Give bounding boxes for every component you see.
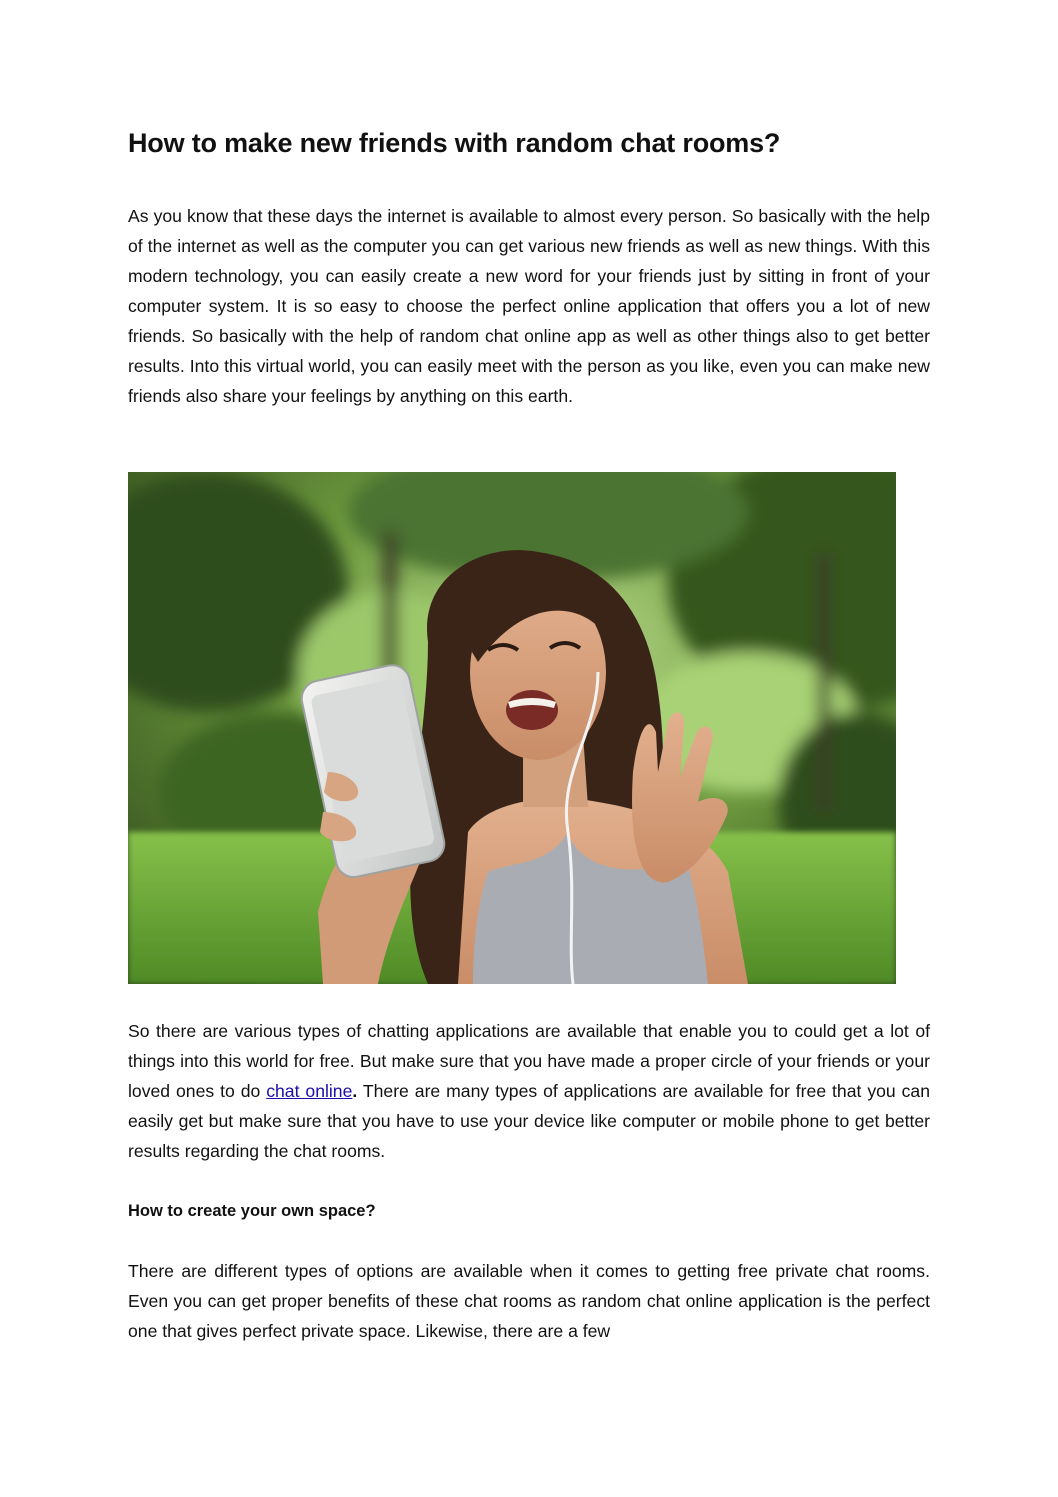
photo-woman-video-chat [128,472,896,984]
article-title: How to make new friends with random chat rooms? [128,128,781,158]
paragraph-2-before-link: So there are various types of chatting applications are available that enable you to could get a lot of things into this world for free. But make sure that you have made a proper circle of your friends or your loved ones to do [128,1021,930,1101]
bold-period: . [352,1081,358,1101]
paragraph-chat-apps [128,1016,930,1166]
chat-online-link[interactable]: chat online [266,1081,353,1101]
paragraph-private-space: There are different types of options are available when it comes to getting free private chat rooms. Even you can get proper benefits of these chat rooms as random chat online application is the perfect one that gives perfect private space. Likewise, there are a few [128,1261,930,1341]
article-photo [128,472,896,984]
paragraph-intro: As you know that these days the internet is available to almost every person. So basically with the help of the internet as well as the computer you can get various new friends as well as new things. With this modern technology, you can easily create a new word for your friends just by sitting in front of your computer system. It is so easy to choose the perfect online application that offers you a lot of new friends. So basically with the help of random chat online app as well as other things also to get better results. Into this virtual world, you can easily meet with the person as you like, even you can make new friends also share your feelings by anything on this earth. [128,206,930,406]
section-heading: How to create your own space? [128,1202,376,1220]
paragraph-2-after-link: There are many types of applications are available for free that you can easily get but make sure that you have to use your device like computer or mobile phone to get better results regarding the chat rooms. [128,1081,930,1161]
